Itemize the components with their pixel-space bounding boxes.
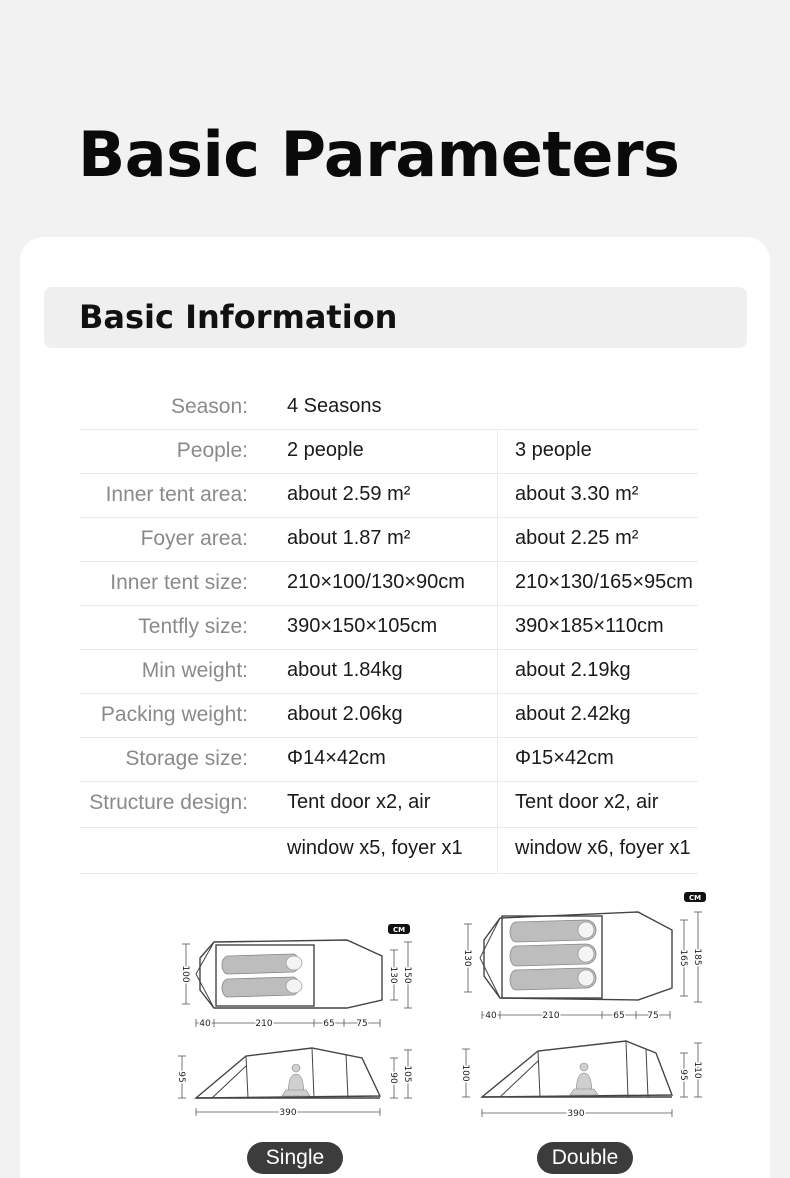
spec-row-season bbox=[80, 386, 698, 430]
spec-value-double: about 2.42kg bbox=[515, 703, 631, 725]
spec-value-single: Φ14×42cm bbox=[287, 747, 386, 769]
spec-row-storage-size bbox=[80, 738, 698, 782]
dim-label: 95 bbox=[678, 1069, 688, 1081]
dim-label: 90 bbox=[388, 1072, 398, 1084]
dim-label: 65 bbox=[613, 1011, 625, 1021]
dim-label: 40 bbox=[199, 1019, 211, 1029]
dim-label: 210 bbox=[255, 1019, 273, 1029]
column-divider bbox=[497, 430, 498, 473]
dim-label: 100 bbox=[180, 965, 190, 983]
unit-label: CM bbox=[688, 894, 702, 902]
spec-value-double: about 2.19kg bbox=[515, 659, 631, 681]
column-divider bbox=[497, 782, 498, 827]
spec-row-people bbox=[80, 430, 698, 474]
spec-label: Storage size: bbox=[125, 747, 248, 770]
spec-value-single: about 1.87 m² bbox=[287, 527, 411, 549]
dim-label: 105 bbox=[402, 1065, 412, 1083]
spec-value-single: 4 Seasons bbox=[287, 395, 382, 417]
dim-label: 75 bbox=[356, 1019, 368, 1029]
spec-table bbox=[80, 386, 698, 874]
dim-label: 130 bbox=[388, 966, 398, 984]
spec-row-min-weight bbox=[80, 650, 698, 694]
spec-value-double: 3 people bbox=[515, 439, 592, 461]
spec-value-single: 210×100/130×90cm bbox=[287, 571, 465, 593]
spec-row-packing-weight bbox=[80, 694, 698, 738]
person-icon bbox=[282, 1064, 310, 1096]
page-title: Basic Parameters bbox=[78, 118, 680, 191]
single-side-view-diagram bbox=[172, 1044, 422, 1122]
spec-label: Season: bbox=[170, 395, 248, 418]
spec-value-single: window x5, foyer x1 bbox=[287, 837, 463, 859]
dim-label: 150 bbox=[402, 966, 412, 984]
column-divider bbox=[497, 738, 498, 781]
spec-row-foyer-area bbox=[80, 518, 698, 562]
spec-label: Structure design: bbox=[89, 791, 248, 814]
column-divider bbox=[497, 828, 498, 873]
column-divider bbox=[497, 606, 498, 649]
double-side-view-diagram bbox=[456, 1037, 712, 1122]
spec-value-single: Tent door x2, air bbox=[287, 791, 431, 813]
section-header bbox=[44, 287, 747, 348]
spec-value-double: about 2.25 m² bbox=[515, 527, 639, 549]
person-icon bbox=[570, 1063, 598, 1095]
spec-value-double: 210×130/165×95cm bbox=[515, 571, 693, 593]
spec-label: Foyer area: bbox=[140, 527, 248, 550]
spec-row-tentfly-size bbox=[80, 606, 698, 650]
unit-label: CM bbox=[392, 926, 406, 934]
dim-label: 130 bbox=[462, 949, 472, 967]
spec-label: Packing weight: bbox=[100, 703, 248, 726]
spec-row-inner-size bbox=[80, 562, 698, 606]
spec-value-double: about 3.30 m² bbox=[515, 483, 639, 505]
spec-value-double: Tent door x2, air bbox=[515, 791, 659, 813]
spec-value-double: window x6, foyer x1 bbox=[515, 837, 691, 859]
dim-label: 100 bbox=[460, 1064, 470, 1082]
dim-label: 110 bbox=[692, 1061, 702, 1079]
spec-value-double: 390×185×110cm bbox=[515, 615, 664, 637]
column-divider bbox=[497, 650, 498, 693]
dim-label: 95 bbox=[176, 1071, 186, 1083]
spec-value-single: 390×150×105cm bbox=[287, 615, 438, 637]
dim-label: 75 bbox=[647, 1011, 659, 1021]
spec-value-double: Φ15×42cm bbox=[515, 747, 614, 769]
dim-label: 185 bbox=[692, 948, 702, 966]
column-divider bbox=[497, 562, 498, 605]
dim-label: 65 bbox=[323, 1019, 335, 1029]
spec-row-structure-cont bbox=[80, 828, 698, 874]
single-label-pill: Single bbox=[247, 1142, 343, 1174]
column-divider bbox=[497, 694, 498, 737]
spec-label: Inner tent size: bbox=[110, 571, 248, 594]
double-label-pill: Double bbox=[537, 1142, 633, 1174]
dim-label: 165 bbox=[678, 949, 688, 967]
spec-value-single: about 1.84kg bbox=[287, 659, 403, 681]
column-divider bbox=[497, 518, 498, 561]
single-top-view-diagram bbox=[172, 918, 422, 1036]
column-divider bbox=[497, 474, 498, 517]
spec-value-single: about 2.06kg bbox=[287, 703, 403, 725]
dim-label: 390 bbox=[279, 1108, 297, 1118]
dim-label: 390 bbox=[567, 1109, 585, 1119]
spec-label: Min weight: bbox=[141, 659, 248, 682]
spec-label: Tentfly size: bbox=[138, 615, 248, 638]
dim-label: 210 bbox=[542, 1011, 560, 1021]
spec-value-single: 2 people bbox=[287, 439, 364, 461]
double-top-view-diagram bbox=[456, 890, 712, 1025]
dim-label: 40 bbox=[485, 1011, 497, 1021]
spec-row-inner-area bbox=[80, 474, 698, 518]
spec-value-single: about 2.59 m² bbox=[287, 483, 411, 505]
spec-label: Inner tent area: bbox=[105, 483, 248, 506]
section-title: Basic Information bbox=[79, 298, 398, 336]
spec-label: People: bbox=[176, 439, 248, 462]
spec-row-structure bbox=[80, 782, 698, 828]
